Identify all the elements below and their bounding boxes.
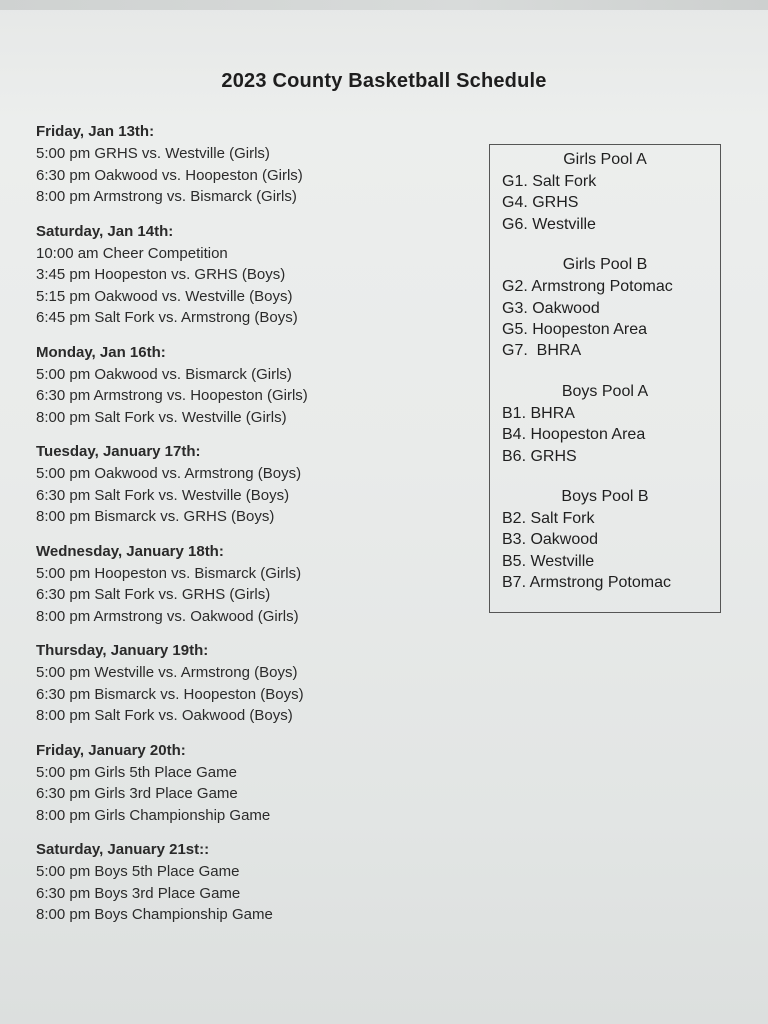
- pool-section: [490, 486, 720, 594]
- game-entry: 5:00 pm Hoopeston vs. Bismarck (Girls): [36, 564, 302, 582]
- day-heading: Friday, Jan 13th:: [36, 123, 155, 140]
- pool-section: [490, 381, 720, 467]
- day-heading: Saturday, Jan 14th:: [36, 222, 174, 240]
- game-entry: 8:00 pm Armstrong vs. Oakwood (Girls): [36, 607, 299, 625]
- game-entry: 6:30 pm Salt Fork vs. GRHS (Girls): [36, 586, 271, 603]
- pools-box: [489, 144, 721, 613]
- game-entry: 5:00 pm Boys 5th Place Game: [36, 863, 240, 880]
- game-entry: 5:15 pm Oakwood vs. Westville (Boys): [36, 287, 293, 305]
- schedule-day: [36, 441, 456, 528]
- game-entry: 10:00 am Cheer Competition: [36, 244, 228, 262]
- game-entry: 6:30 pm Girls 3rd Place Game: [36, 785, 238, 802]
- schedule-day: [36, 839, 456, 926]
- game-schedule: [36, 121, 456, 939]
- pool-section: [490, 149, 720, 235]
- day-heading: Saturday, January 21st::: [36, 841, 210, 858]
- game-entry: 5:00 pm Oakwood vs. Armstrong (Boys): [36, 465, 302, 482]
- schedule-day: [36, 640, 456, 727]
- day-heading: Thursday, January 19th:: [36, 642, 209, 659]
- day-heading: Friday, January 20th:: [36, 741, 186, 759]
- pool-team: G7. BHRA: [502, 342, 582, 360]
- pool-team: B4. Hoopeston Area: [502, 426, 646, 444]
- day-heading: Tuesday, January 17th:: [36, 443, 201, 460]
- game-entry: 6:30 pm Oakwood vs. Hoopeston (Girls): [36, 166, 303, 184]
- game-entry: 3:45 pm Hoopeston vs. GRHS (Boys): [36, 266, 286, 283]
- game-entry: 5:00 pm Girls 5th Place Game: [36, 763, 237, 781]
- game-entry: 8:00 pm Bismarck vs. GRHS (Boys): [36, 508, 275, 525]
- pool-title: Girls Pool A: [563, 151, 647, 168]
- pool-section: [490, 254, 720, 362]
- game-entry: 6:30 pm Bismarck vs. Hoopeston (Boys): [36, 685, 304, 703]
- schedule-day: [36, 541, 456, 628]
- pool-team: G2. Armstrong Potomac: [502, 278, 673, 296]
- pool-team: B1. BHRA: [502, 404, 575, 422]
- pool-team: G1. Salt Fork: [502, 173, 597, 190]
- pool-title: Boys Pool B: [561, 488, 649, 506]
- game-entry: 5:00 pm Westville vs. Armstrong (Boys): [36, 664, 298, 681]
- game-entry: 6:30 pm Salt Fork vs. Westville (Boys): [36, 486, 290, 504]
- pool-team: B2. Salt Fork: [502, 510, 595, 528]
- pool-team: B7. Armstrong Potomac: [502, 574, 671, 592]
- schedule-day: [36, 740, 456, 827]
- pool-team: G3. Oakwood: [502, 299, 600, 317]
- pool-team: G6. Westville: [502, 215, 596, 233]
- game-entry: 8:00 pm Boys Championship Game: [36, 906, 273, 923]
- pool-team: B6. GRHS: [502, 447, 577, 465]
- pool-team: B5. Westville: [502, 552, 595, 570]
- game-entry: 8:00 pm Girls Championship Game: [36, 806, 271, 824]
- game-entry: 6:45 pm Salt Fork vs. Armstrong (Boys): [36, 309, 298, 326]
- game-entry: 8:00 pm Salt Fork vs. Westville (Girls): [36, 408, 287, 426]
- pool-title: Boys Pool A: [561, 382, 649, 400]
- pool-team: B3. Oakwood: [502, 531, 599, 549]
- schedule-day: [36, 121, 456, 208]
- game-entry: 6:30 pm Boys 3rd Place Game: [36, 884, 241, 902]
- day-heading: Wednesday, January 18th:: [36, 542, 224, 560]
- game-entry: 8:00 pm Salt Fork vs. Oakwood (Boys): [36, 707, 293, 724]
- game-entry: 5:00 pm Oakwood vs. Bismarck (Girls): [36, 365, 292, 383]
- schedule-day: [36, 342, 456, 429]
- pool-team: G4. GRHS: [502, 194, 579, 212]
- game-entry: 6:30 pm Armstrong vs. Hoopeston (Girls): [36, 387, 308, 404]
- game-entry: 8:00 pm Armstrong vs. Bismarck (Girls): [36, 188, 297, 205]
- pool-team: G5. Hoopeston Area: [502, 321, 647, 339]
- page-title: 2023 County Basketball Schedule: [221, 70, 547, 92]
- game-entry: 5:00 pm GRHS vs. Westville (Girls): [36, 145, 270, 162]
- pool-title: Girls Pool B: [562, 256, 648, 274]
- day-heading: Monday, Jan 16th:: [36, 343, 166, 361]
- schedule-day: [36, 221, 456, 329]
